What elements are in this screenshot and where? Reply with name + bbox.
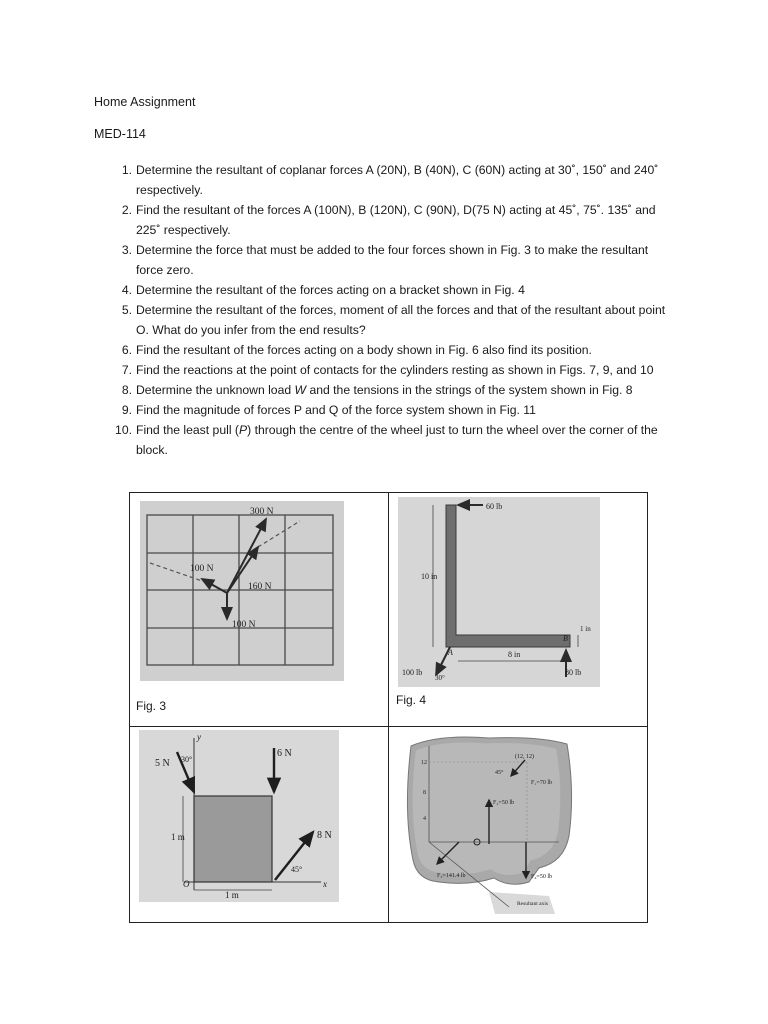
fig4-label-1in: 1 in xyxy=(580,625,591,633)
question-text: Find the resultant of the forces A (100N), B (120N), C (90N), D(75 N) acting at 45˚, 75˚. 135˚ and 225˚ respectively. xyxy=(136,203,656,237)
fig5-label-8n: 8 N xyxy=(317,830,332,841)
fig5-label-6n: 6 N xyxy=(277,748,292,759)
fig3-label-160n: 160 N xyxy=(248,582,272,592)
fig5-label-1m-h: 1 m xyxy=(225,890,239,900)
question-item xyxy=(112,400,672,420)
figure-cell-fig6 xyxy=(389,727,648,923)
fig3-caption: Fig. 3 xyxy=(136,699,167,713)
fig5-label-5n: 5 N xyxy=(155,758,170,769)
question-item xyxy=(112,200,672,240)
fig6-label-f3: F₃=141.4 lb xyxy=(437,873,466,879)
question-text: Determine the resultant of the forces, moment of all the forces and that of the resultant about point O. What do you infer from the end results? xyxy=(136,303,666,337)
question-number: 5. xyxy=(121,303,132,317)
question-item xyxy=(112,300,672,340)
question-text: Find the magnitude of forces P and Q of the force system shown in Fig. 11 xyxy=(136,403,536,417)
question-text: Find the reactions at the point of contacts for the cylinders resting as shown in Figs. 7, 9, and 10 xyxy=(136,363,654,377)
assignment-title: Home Assignment xyxy=(94,95,196,109)
question-text-part: Find the least pull ( xyxy=(136,423,239,437)
fig6-label-45deg: 45° xyxy=(495,770,504,776)
question-number: 1. xyxy=(121,163,132,177)
question-number: 8. xyxy=(121,383,132,397)
fig5-label-45deg: 45° xyxy=(291,865,303,874)
fig6-label-f4: F₄=50 lb xyxy=(531,874,552,880)
fig4-label-10in: 10 in xyxy=(421,572,438,581)
fig5-label-1m-v: 1 m xyxy=(171,832,185,842)
fig4-label-8in: 8 in xyxy=(508,650,521,659)
question-item xyxy=(112,360,672,380)
fig5-photo xyxy=(139,730,339,902)
question-item xyxy=(112,160,672,200)
question-number: 6. xyxy=(121,343,132,357)
fig4-label-100lb: 100 lb xyxy=(402,668,423,677)
question-text xyxy=(136,420,672,460)
fig3-photo xyxy=(140,501,344,681)
fig3-label-100n-a: 100 N xyxy=(190,564,214,574)
question-number: 10. xyxy=(115,423,132,437)
fig5-label-y: y xyxy=(197,732,201,742)
fig4-label-b: B xyxy=(563,634,568,643)
question-text-part: and the tensions in the strings of the system shown in Fig. 8 xyxy=(306,383,633,397)
fig4-photo xyxy=(398,497,600,687)
question-list xyxy=(112,160,672,460)
fig6-photo xyxy=(399,732,577,914)
question-item xyxy=(112,420,672,460)
question-number: 7. xyxy=(121,363,132,377)
question-number: 9. xyxy=(121,403,132,417)
fig3-label-300n: 300 N xyxy=(250,507,274,517)
figure-cell-fig3 xyxy=(130,493,389,727)
question-text: Determine the resultant of coplanar forces A (20N), B (40N), C (60N) acting at 30˚, 150˚ and 240˚ respectively. xyxy=(136,163,659,197)
fig3-label-100n-b: 100 N xyxy=(232,620,256,630)
fig5-label-o: O xyxy=(183,879,190,889)
fig4-caption: Fig. 4 xyxy=(396,693,427,707)
fig4-label-60lb: 60 lb xyxy=(486,502,503,511)
question-text: Determine the resultant of the forces acting on a bracket shown in Fig. 4 xyxy=(136,283,525,297)
fig5-label-30deg: 30° xyxy=(181,755,193,764)
fig6-label-8: 8 xyxy=(423,790,426,796)
question-item xyxy=(112,280,672,300)
fig6-label-4: 4 xyxy=(423,816,426,822)
question-item xyxy=(112,340,672,360)
fig6-label-resultant-axis: Resultant axis xyxy=(517,901,549,907)
figure-table xyxy=(129,492,648,923)
question-text: Determine the force that must be added to the four forces shown in Fig. 3 to make the resultant force zero. xyxy=(136,243,649,277)
fig6-label-f1: F₁=70 lb xyxy=(531,780,552,786)
fig4-label-30deg: 30° xyxy=(435,674,445,682)
fig6-label-12: 12 xyxy=(421,760,427,766)
course-code: MED-114 xyxy=(94,127,146,141)
question-number: 4. xyxy=(121,283,132,297)
question-number: 3. xyxy=(121,243,132,257)
figure-cell-fig4 xyxy=(389,493,648,727)
question-text-part: ) through the centre of the wheel just to turn the wheel over the corner of the block. xyxy=(136,423,658,457)
question-text-part: Determine the unknown load xyxy=(136,383,295,397)
fig5-label-x: x xyxy=(323,879,327,889)
fig4-label-a: A xyxy=(448,648,453,657)
question-variable: W xyxy=(294,383,307,397)
question-item xyxy=(112,380,672,400)
question-item xyxy=(112,240,672,280)
fig6-label-coord: (12, 12) xyxy=(515,754,534,760)
fig4-label-80lb: 80 lb xyxy=(565,668,582,677)
question-variable: P xyxy=(238,423,248,437)
figure-cell-fig5 xyxy=(130,727,389,923)
fig6-label-f2: F₂=50 lb xyxy=(493,800,514,806)
question-number: 2. xyxy=(121,203,132,217)
question-text xyxy=(136,380,672,400)
question-text: Find the resultant of the forces acting on a body shown in Fig. 6 also find its position. xyxy=(136,343,592,357)
